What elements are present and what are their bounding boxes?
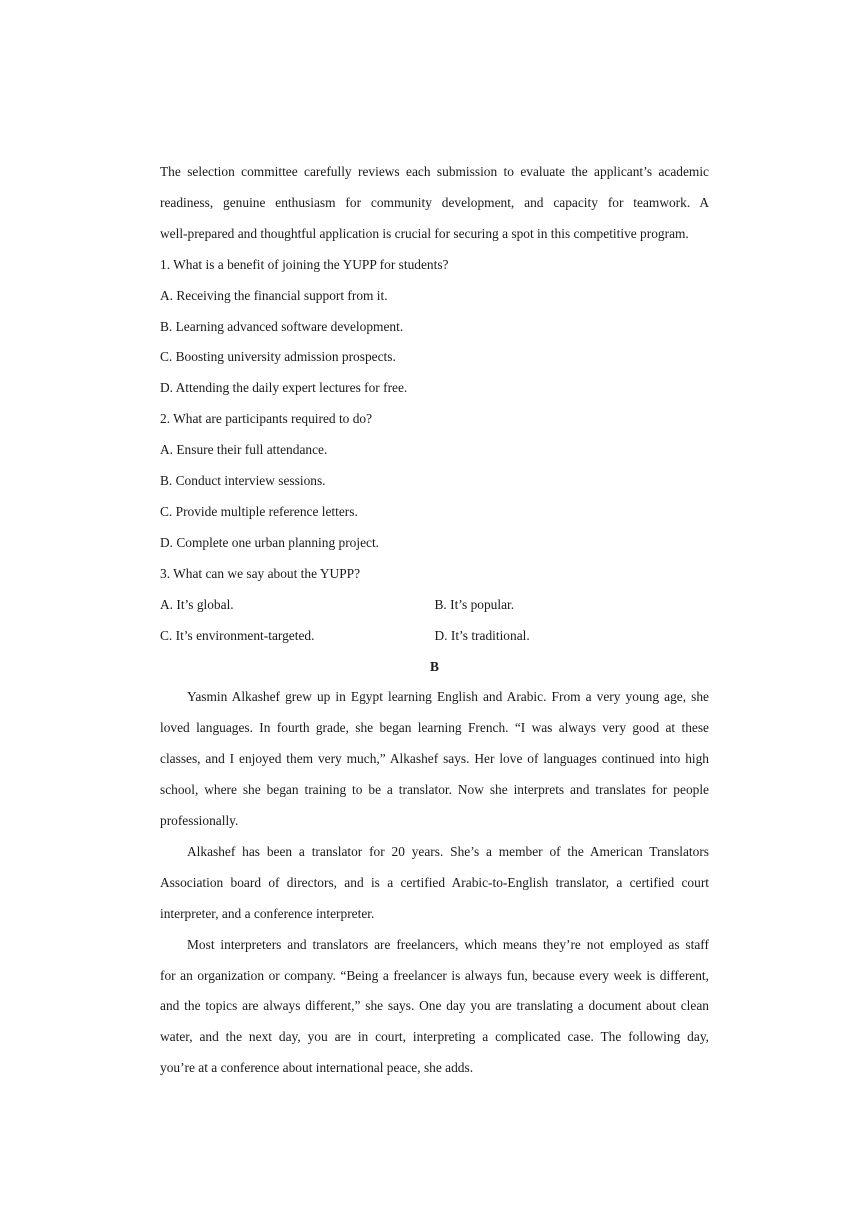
question-2-option-c: C. Provide multiple reference letters. [160, 503, 358, 519]
paragraph-line: Yasmin Alkashef grew up in Egypt learning English and Arabic. From a very young age, she [187, 689, 709, 705]
section-b-paragraph-1 [160, 682, 709, 837]
section-b-paragraph-2 [160, 837, 709, 930]
question-1-option-c: C. Boosting university admission prospects. [160, 349, 396, 365]
document-page [160, 157, 709, 1084]
question-3-option-d: D. It’s traditional. [434, 627, 530, 643]
question-3-options-row-1 [160, 590, 709, 621]
question-1-stem: 1. What is a benefit of joining the YUPP for students? [160, 256, 449, 272]
question-2-stem: 2. What are participants required to do? [160, 411, 373, 427]
question-3-options-row-2 [160, 621, 709, 652]
question-3-option-b: B. It’s popular. [434, 596, 515, 612]
paragraph-line: for an organization or company. “Being a freelancer is always fun, because every week is different, [160, 967, 709, 983]
paragraph-line: and the topics are always different,” she says. One day you are translating a document about clean [160, 998, 709, 1014]
section-b-heading: B [430, 658, 439, 674]
paragraph-line: Association board of directors, and is a certified Arabic-to-English translator, a certified court [160, 874, 709, 890]
question-2-option-b: B. Conduct interview sessions. [160, 473, 326, 489]
paragraph-line: you’re at a conference about international peace, she adds. [160, 1060, 474, 1076]
paragraph-line: classes, and I enjoyed them very much,” Alkashef says. Her love of languages continued into high [160, 751, 709, 767]
question-3-option-c: C. It’s environment-targeted. [160, 627, 315, 643]
paragraph-line: loved languages. In fourth grade, she began learning French. “I was always very good at these [160, 720, 709, 736]
question-2-option-d: D. Complete one urban planning project. [160, 534, 380, 550]
question-3-stem: 3. What can we say about the YUPP? [160, 565, 361, 581]
question-1-option-d: D. Attending the daily expert lectures for free. [160, 380, 408, 396]
intro-line: readiness, genuine enthusiasm for community development, and capacity for teamwork. A [160, 194, 709, 210]
paragraph-line: Most interpreters and translators are freelancers, which means they’re not employed as staff [187, 936, 709, 952]
question-2-option-a: A. Ensure their full attendance. [160, 442, 328, 458]
paragraph-line: interpreter, and a conference interpreter. [160, 905, 375, 921]
question-3-option-a: A. It’s global. [160, 596, 234, 612]
intro-paragraph [160, 157, 709, 250]
paragraph-line: school, where she began training to be a translator. Now she interprets and translates for people [160, 782, 709, 798]
paragraph-line: professionally. [160, 813, 239, 829]
intro-line: The selection committee carefully reviews each submission to evaluate the applicant’s academic [160, 164, 709, 179]
question-1-option-a: A. Receiving the financial support from it. [160, 287, 388, 303]
intro-line: well-prepared and thoughtful application is crucial for securing a spot in this competitive program. [160, 225, 689, 241]
paragraph-line: Alkashef has been a translator for 20 years. She’s a member of the American Translators [187, 843, 709, 859]
question-1-option-b: B. Learning advanced software development. [160, 318, 404, 334]
section-b-paragraph-3 [160, 930, 709, 1085]
paragraph-line: water, and the next day, you are in court, interpreting a complicated case. The following day, [160, 1029, 709, 1045]
